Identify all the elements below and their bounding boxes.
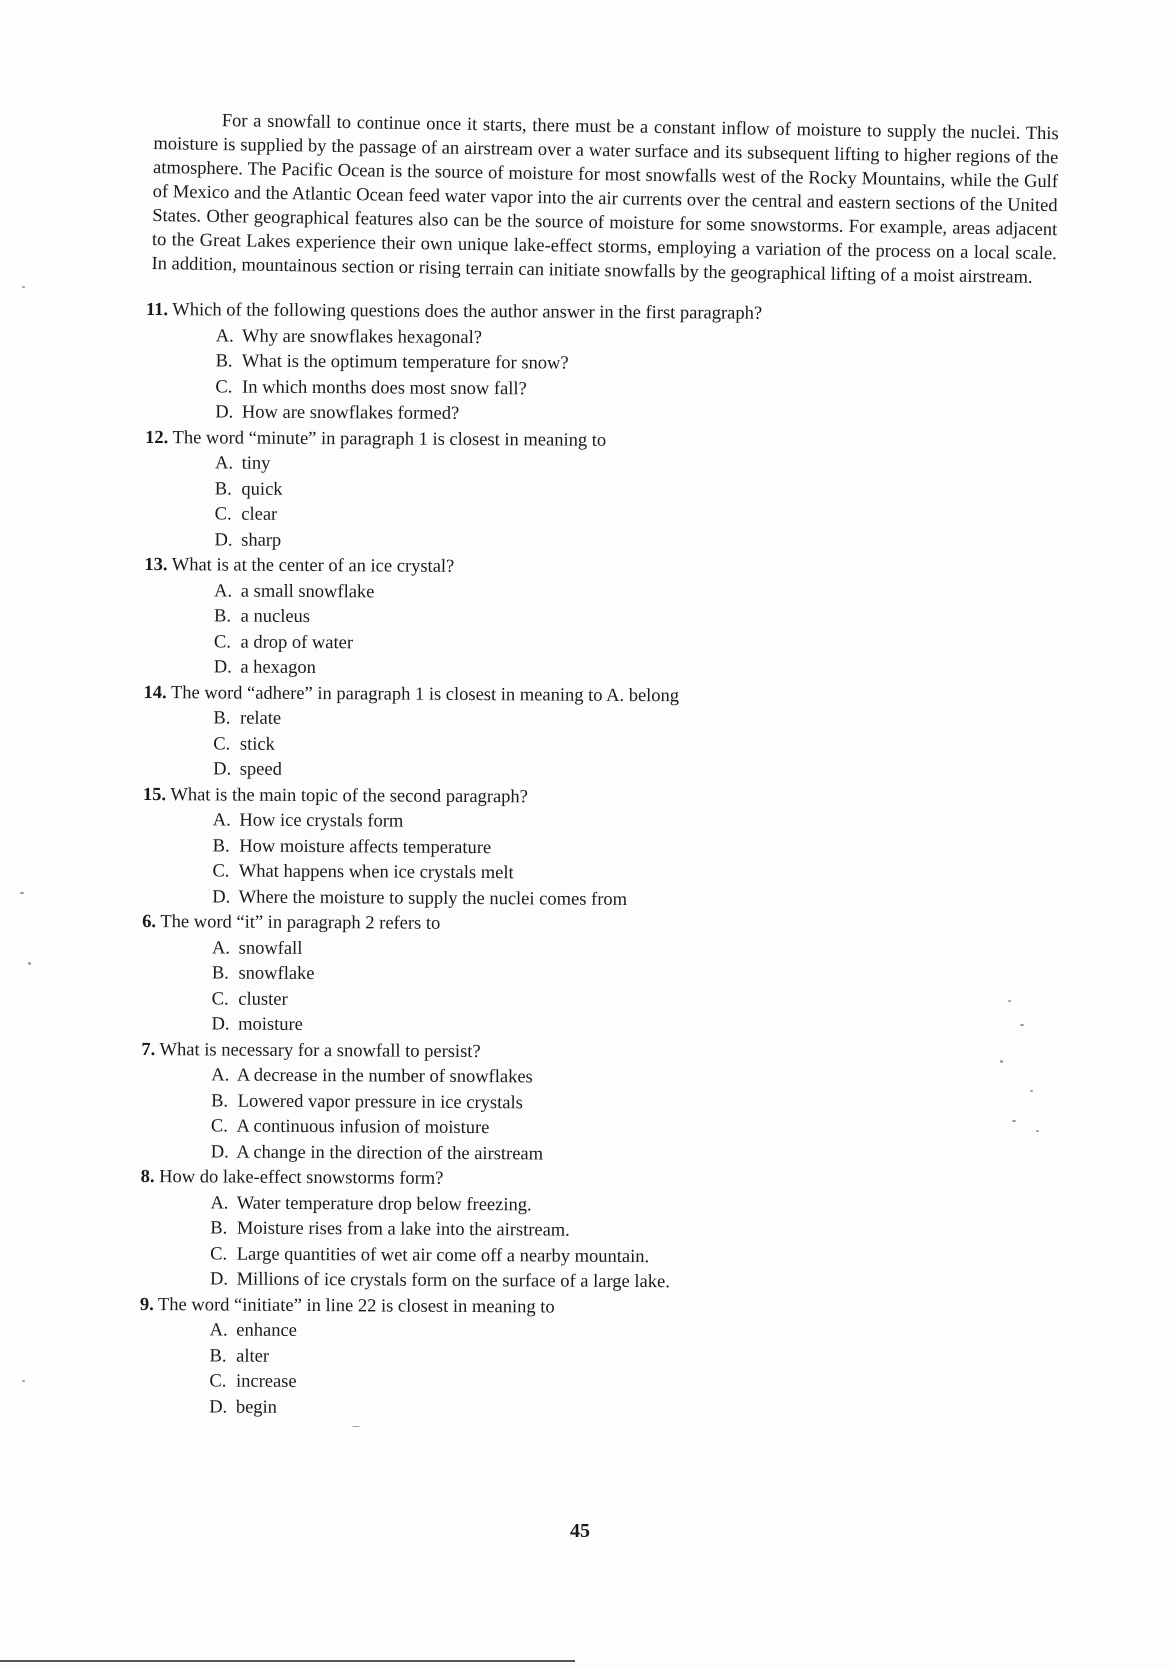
option-text: Where the moisture to supply the nuclei comes from xyxy=(238,887,628,910)
question-number: 14. xyxy=(143,682,167,703)
question-text: What is necessary for a snowfall to persist? xyxy=(159,1039,481,1062)
option-letter: B. xyxy=(212,835,230,857)
question-number: 7. xyxy=(141,1039,156,1060)
option-letter: D. xyxy=(214,529,233,551)
option-text: cluster xyxy=(238,989,288,1010)
question-text: What is at the center of an ice crystal? xyxy=(171,555,455,577)
option-text: Large quantities of wet air come off a nearby mountain. xyxy=(236,1244,650,1267)
option-text: speed xyxy=(239,759,282,780)
question-text: What is the main topic of the second paragraph? xyxy=(170,784,528,807)
question-number: 13. xyxy=(144,554,168,576)
option-text: clear xyxy=(241,504,278,525)
reading-passage: For a snowfall to continue once it starts, there must be a constant inflow of moisture to supply the nuclei. This moisture is supplied by the passage of an airstream over a water surface and its subsequent lifting to higher regions of the atmosphere. The Pacific Ocean is the source of moisture for most snowfalls west of the Rocky Mountains, while the Gulf of Mexico and the Atlantic Ocean feed water vapor into the air currents over the central and eastern sections of the United States. Other geographical features also can be the source of moisture for some snowstorms. For example, areas adjacent to the Great Lakes experience their own unique lake-effect storms, employing a variation of the process on a local scale. In addition, mountainous section or rising terrain can initiate snowfalls by the geographical lifting of a moist airstream. xyxy=(151,111,1059,288)
option-text: A continuous infusion of moisture xyxy=(236,1116,490,1139)
scan-speck xyxy=(20,892,24,894)
question-text: The word “adhere” in paragraph 1 is closest in meaning to A. belong xyxy=(170,682,680,706)
option-text: a drop of water xyxy=(240,632,354,653)
scan-speck xyxy=(1036,1130,1039,1132)
option-letter: A. xyxy=(212,810,231,831)
option-letter: D. xyxy=(213,657,232,678)
question-list xyxy=(139,298,966,1425)
question-block xyxy=(140,1165,961,1298)
option-letter: A. xyxy=(214,580,233,602)
question-block xyxy=(145,298,966,431)
question-number: 12. xyxy=(145,427,169,448)
option-letter: C. xyxy=(210,1116,228,1137)
option-text: relate xyxy=(239,708,282,729)
option-letter: C. xyxy=(213,631,231,653)
question-number: 8. xyxy=(140,1166,155,1188)
question-text: The word “minute” in paragraph 1 is closest in meaning to xyxy=(172,427,607,451)
option-text: moisture xyxy=(238,1014,303,1035)
option-letter: C. xyxy=(215,376,233,398)
question-block xyxy=(142,782,963,915)
option-text: a hexagon xyxy=(240,657,316,679)
question-block xyxy=(141,910,962,1043)
option-text: stick xyxy=(239,734,275,755)
option-letter: D. xyxy=(213,759,232,780)
option-text: begin xyxy=(235,1397,278,1418)
option-letter: D. xyxy=(210,1141,229,1163)
option-text: tiny xyxy=(241,453,271,474)
question-number: 9. xyxy=(139,1294,154,1315)
page-number: 45 xyxy=(570,1520,590,1542)
option-letter: C. xyxy=(214,504,232,525)
option-text: a small snowflake xyxy=(240,581,375,602)
option-text: Moisture rises from a lake into the airstream. xyxy=(236,1218,570,1241)
option-letter: B. xyxy=(214,478,232,500)
option-letter: A. xyxy=(210,1192,229,1214)
scan-speck xyxy=(1030,1090,1033,1092)
question-text: The word “initiate” in line 22 is closest in meaning to xyxy=(157,1294,555,1318)
option-letter: B. xyxy=(209,1345,227,1367)
question-number: 11. xyxy=(145,299,169,321)
question-block xyxy=(139,1292,960,1425)
option-letter: D. xyxy=(209,1396,228,1418)
option-letter: C. xyxy=(209,1371,227,1392)
scan-speck xyxy=(28,962,31,965)
option-text: How moisture affects temperature xyxy=(239,836,492,858)
option-text: increase xyxy=(235,1371,297,1392)
option-text: In which months does most snow fall? xyxy=(242,377,527,399)
option-text: Why are snowflakes hexagonal? xyxy=(242,326,483,348)
option-letter: C. xyxy=(210,1243,228,1265)
option-letter: B. xyxy=(210,1218,228,1239)
option-text: How are snowflakes formed? xyxy=(241,402,460,424)
option-letter: A. xyxy=(211,937,231,959)
question-block xyxy=(144,425,965,558)
scan-speck xyxy=(352,1426,360,1427)
option-letter: D. xyxy=(209,1269,229,1290)
option-letter: B. xyxy=(211,963,229,984)
scan-speck xyxy=(1000,1060,1003,1063)
option-text: Lowered vapor pressure in ice crystals xyxy=(237,1091,523,1113)
question-text: Which of the following questions does the author answer in the first paragraph? xyxy=(172,300,763,324)
question-block xyxy=(141,1037,962,1170)
option-text: sharp xyxy=(241,530,282,551)
option-letter: B. xyxy=(213,708,231,729)
option-text: quick xyxy=(241,479,283,500)
option-letter: C. xyxy=(213,733,231,755)
question-block xyxy=(144,553,965,686)
option-text: enhance xyxy=(236,1320,297,1341)
option-text: How ice crystals form xyxy=(239,810,404,832)
option-letter: A. xyxy=(211,1065,230,1086)
question-number: 6. xyxy=(142,911,157,933)
bottom-rule xyxy=(0,1660,575,1662)
question-text: How do lake-effect snowstorms form? xyxy=(159,1167,444,1189)
option-text: snowfall xyxy=(238,938,303,959)
option-letter: D. xyxy=(212,886,231,908)
question-text: The word “it” in paragraph 2 refers to xyxy=(160,912,441,934)
scan-speck xyxy=(1012,1120,1016,1122)
option-text: a nucleus xyxy=(240,606,311,628)
option-text: alter xyxy=(236,1346,270,1367)
scan-speck xyxy=(1008,1000,1011,1002)
answer-option xyxy=(139,1394,959,1425)
option-letter: A. xyxy=(209,1320,228,1341)
option-letter: A. xyxy=(215,325,234,347)
option-text: A decrease in the number of snowflakes xyxy=(236,1065,533,1088)
option-letter: B. xyxy=(213,606,232,627)
option-text: A change in the direction of the airstream xyxy=(236,1142,544,1164)
option-letter: B. xyxy=(211,1090,229,1112)
option-letter: D. xyxy=(211,1014,230,1035)
option-text: Water temperature drop below freezing. xyxy=(236,1193,532,1215)
option-text: What is the optimum temperature for snow? xyxy=(241,351,569,374)
question-number: 15. xyxy=(142,784,167,805)
option-letter: B. xyxy=(215,351,233,372)
option-text: What happens when ice crystals melt xyxy=(238,861,514,884)
scan-speck xyxy=(22,1380,25,1382)
option-text: snowflake xyxy=(238,963,315,985)
option-letter: C. xyxy=(211,988,229,1010)
scan-speck xyxy=(1020,1024,1024,1026)
option-letter: A. xyxy=(214,453,234,474)
option-text: Millions of ice crystals form on the surface of a large lake. xyxy=(236,1269,670,1293)
option-letter: D. xyxy=(215,402,234,423)
option-letter: C. xyxy=(212,861,230,882)
question-block xyxy=(143,680,964,787)
scan-speck xyxy=(22,286,25,288)
